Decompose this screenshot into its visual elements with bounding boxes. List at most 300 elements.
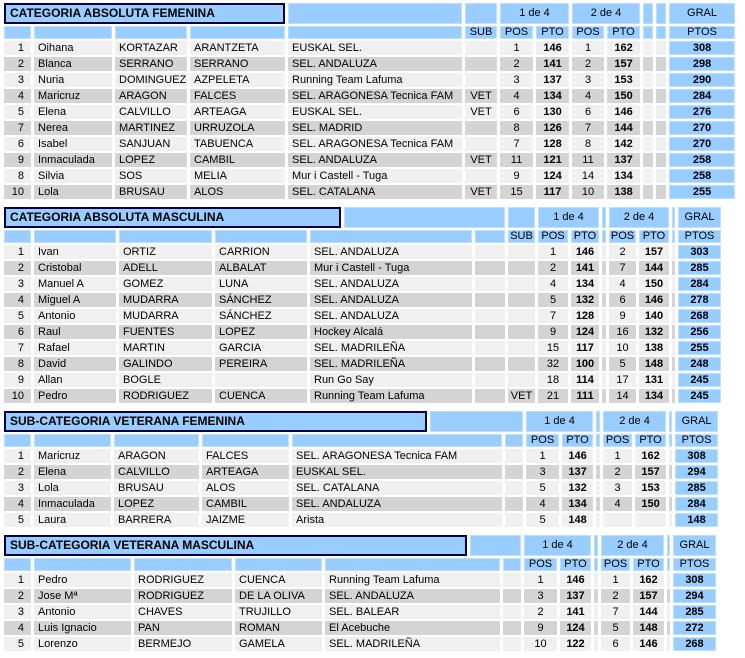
race2-position-cell: 14 xyxy=(572,169,604,183)
spacer-cell xyxy=(505,481,523,495)
table-title: SUB-CATEGORIA VETERANA MASCULINA xyxy=(4,535,467,556)
total-points-cell: 245 xyxy=(678,389,721,403)
surname1-cell: CALVILLO xyxy=(114,465,199,479)
surname2-cell: JAIZME xyxy=(202,513,289,527)
surname2-cell: GARCIA xyxy=(215,341,307,355)
sub-category-cell: VET xyxy=(465,89,497,103)
spacer-cell xyxy=(643,185,653,199)
spacer-cell xyxy=(602,309,606,323)
sub-category-cell xyxy=(508,293,535,307)
sub-category-cell xyxy=(508,245,535,259)
spacer-cell xyxy=(602,325,606,339)
race2-position-cell: 10 xyxy=(609,341,636,355)
race1-points-cell: 137 xyxy=(562,465,593,479)
first-name-cell: Nuria xyxy=(34,73,112,87)
gral-header: GRAL xyxy=(675,411,718,432)
total-points-cell: 285 xyxy=(675,481,718,495)
first-name-cell: Nerea xyxy=(34,121,112,135)
race2-position-cell: 1 xyxy=(572,41,604,55)
surname1-cell: BRUSAU xyxy=(114,481,199,495)
table-title-row xyxy=(4,207,721,228)
first-name-cell: Elena xyxy=(34,105,112,119)
race2-position-cell: 17 xyxy=(609,373,636,387)
round-1-header: 1 de 4 xyxy=(526,411,593,432)
sub-category-cell: VET xyxy=(508,389,535,403)
team-cell: SEL. CATALANA xyxy=(292,481,502,495)
result-row xyxy=(4,41,735,55)
total-points-cell: 284 xyxy=(669,89,735,103)
rank-cell: 3 xyxy=(4,73,31,87)
result-row xyxy=(4,449,718,463)
pto-column-header: PTO xyxy=(562,434,593,447)
sub-category-cell xyxy=(465,41,497,55)
ptos-column-header: PTOS xyxy=(673,558,716,571)
surname2-cell: ALOS xyxy=(190,185,285,199)
total-points-cell: 284 xyxy=(675,497,718,511)
surname2-cell: FALCES xyxy=(190,89,285,103)
rank-cell: 4 xyxy=(4,293,31,307)
race1-position-cell: 7 xyxy=(500,137,533,151)
pos-column-header: POS xyxy=(524,558,557,571)
race2-position-cell: 2 xyxy=(572,57,604,71)
result-row xyxy=(4,373,721,387)
race2-points-cell: 162 xyxy=(607,41,640,55)
result-row xyxy=(4,497,718,511)
total-points-cell: 303 xyxy=(678,245,721,259)
surname1-cell: LOPEZ xyxy=(115,153,187,167)
spacer-cell xyxy=(656,89,666,103)
rank-cell: 2 xyxy=(4,57,31,71)
spacer-cell xyxy=(602,373,606,387)
spacer-cell xyxy=(643,137,653,151)
surname1-cell: RODRIGUEZ xyxy=(134,573,232,587)
result-row xyxy=(4,573,716,587)
surname1-cell: SOS xyxy=(115,169,187,183)
race1-position-cell: 10 xyxy=(524,637,557,651)
team-cell: SEL. MADRID xyxy=(288,121,462,135)
race1-points-cell: 141 xyxy=(536,57,569,71)
surname2-cell: ARTEAGA xyxy=(190,105,285,119)
result-row xyxy=(4,89,735,103)
spacer-cell xyxy=(667,637,670,651)
header-fill-cell xyxy=(114,434,199,447)
race1-position-cell: 1 xyxy=(538,245,568,259)
spacer-cell xyxy=(669,465,672,479)
spacer-cell xyxy=(594,558,598,571)
pos-column-header: POS xyxy=(538,230,568,243)
spacer-cell xyxy=(594,621,598,635)
race2-position-cell: 11 xyxy=(572,153,604,167)
surname1-cell: DOMINGUEZ xyxy=(115,73,187,87)
column-header-row xyxy=(4,26,735,39)
race1-points-cell: 141 xyxy=(571,261,599,275)
race1-position-cell: 1 xyxy=(524,573,557,587)
total-points-cell: 255 xyxy=(669,185,735,199)
spacer-cell xyxy=(643,105,653,119)
race2-points-cell: 162 xyxy=(635,449,666,463)
surname1-cell: ADELL xyxy=(119,261,212,275)
surname1-cell: SERRANO xyxy=(115,57,187,71)
race1-position-cell: 21 xyxy=(538,389,568,403)
spacer-cell xyxy=(594,589,598,603)
result-row xyxy=(4,185,735,199)
total-points-cell: 285 xyxy=(673,605,716,619)
result-row xyxy=(4,121,735,135)
race2-position-cell: 7 xyxy=(572,121,604,135)
spacer-cell xyxy=(656,57,666,71)
header-fill-cell xyxy=(470,535,521,556)
table-title: CATEGORIA ABSOLUTA MASCULINA xyxy=(4,207,341,228)
total-points-cell: 268 xyxy=(673,637,716,651)
sub-category-cell xyxy=(508,341,535,355)
result-row xyxy=(4,465,718,479)
race2-points-cell: 153 xyxy=(635,481,666,495)
sub-category-cell xyxy=(465,169,497,183)
rank-cell: 4 xyxy=(4,621,31,635)
surname2-cell: CUENCA xyxy=(215,389,307,403)
surname1-cell: SANJUAN xyxy=(115,137,187,151)
spacer-cell xyxy=(596,434,600,447)
race1-points-cell: 146 xyxy=(562,449,593,463)
result-row xyxy=(4,513,718,527)
result-row xyxy=(4,277,721,291)
result-row xyxy=(4,341,721,355)
race1-position-cell: 9 xyxy=(524,621,557,635)
spacer-cell xyxy=(656,137,666,151)
first-name-cell: Inmaculada xyxy=(34,153,112,167)
race1-points-cell: 130 xyxy=(536,105,569,119)
team-cell: SEL. ANDALUZA xyxy=(310,293,472,307)
spacer-cell xyxy=(672,277,675,291)
total-points-cell: 285 xyxy=(678,261,721,275)
spacer-cell xyxy=(643,169,653,183)
spacer-cell xyxy=(656,41,666,55)
result-row xyxy=(4,589,716,603)
spacer-cell xyxy=(672,373,675,387)
sub-category-cell: VET xyxy=(465,153,497,167)
rank-cell: 9 xyxy=(4,373,31,387)
surname2-cell: SÁNCHEZ xyxy=(215,309,307,323)
round-2-header: 2 de 4 xyxy=(603,411,666,432)
spacer-cell xyxy=(596,465,600,479)
first-name-cell: Pedro xyxy=(34,573,131,587)
round-1-header: 1 de 4 xyxy=(538,207,599,228)
result-row xyxy=(4,325,721,339)
race2-position-cell: 1 xyxy=(601,573,630,587)
result-row xyxy=(4,605,716,619)
first-name-cell: Maricruz xyxy=(34,449,111,463)
result-row xyxy=(4,137,735,151)
race1-position-cell: 3 xyxy=(524,589,557,603)
race2-position-cell: 1 xyxy=(603,449,632,463)
team-cell: Run Go Say xyxy=(310,373,472,387)
total-points-cell: 276 xyxy=(669,105,735,119)
spacer-cell xyxy=(672,261,675,275)
rank-cell: 3 xyxy=(4,605,31,619)
spacer-cell xyxy=(503,589,521,603)
pto-column-header: PTO xyxy=(639,230,669,243)
rank-cell: 5 xyxy=(4,513,31,527)
race1-points-cell: 146 xyxy=(560,573,591,587)
spacer-cell xyxy=(503,637,521,651)
first-name-cell: Isabel xyxy=(34,137,112,151)
pos-column-header: POS xyxy=(603,434,632,447)
total-points-cell: 245 xyxy=(678,373,721,387)
spacer-cell xyxy=(656,26,666,39)
rank-cell: 5 xyxy=(4,637,31,651)
race1-position-cell: 7 xyxy=(538,309,568,323)
spacer-cell xyxy=(672,207,675,228)
surname2-cell: ARTEAGA xyxy=(202,465,289,479)
first-name-cell: Oihana xyxy=(34,41,112,55)
surname2-cell: PEREIRA xyxy=(215,357,307,371)
race1-points-cell: 134 xyxy=(536,89,569,103)
table-title: CATEGORIA ABSOLUTA FEMENINA xyxy=(4,3,285,24)
race2-points-cell: 132 xyxy=(639,325,669,339)
team-cell: SEL. ANDALUZA xyxy=(288,57,462,71)
spacer-cell xyxy=(672,357,675,371)
header-fill-cell xyxy=(292,434,502,447)
gral-header: GRAL xyxy=(669,3,735,24)
surname1-cell: MARTINEZ xyxy=(115,121,187,135)
team-cell: SEL. MADRILEÑA xyxy=(325,637,500,651)
surname1-cell: BOGLE xyxy=(119,373,212,387)
header-fill-cell xyxy=(134,558,232,571)
table-categoria-absoluta-masculina xyxy=(1,205,724,405)
round-1-header: 1 de 4 xyxy=(500,3,569,24)
ptos-column-header: PTOS xyxy=(678,230,721,243)
spacer-cell xyxy=(643,57,653,71)
total-points-cell: 308 xyxy=(675,449,718,463)
race1-position-cell: 15 xyxy=(538,341,568,355)
pto-column-header: PTO xyxy=(635,434,666,447)
spacer-cell xyxy=(505,449,523,463)
total-points-cell: 294 xyxy=(675,465,718,479)
race2-position-cell: 3 xyxy=(572,73,604,87)
surname1-cell: BERMEJO xyxy=(134,637,232,651)
header-fill-cell xyxy=(4,26,31,39)
spacer-cell xyxy=(602,341,606,355)
rank-cell: 6 xyxy=(4,325,31,339)
surname2-cell: SÁNCHEZ xyxy=(215,293,307,307)
race2-points-cell: 137 xyxy=(607,153,640,167)
header-fill-cell xyxy=(215,230,307,243)
round-2-header: 2 de 4 xyxy=(601,535,664,556)
sub-category-cell xyxy=(508,261,535,275)
rank-cell: 10 xyxy=(4,389,31,403)
team-cell: Hockey Alcalá xyxy=(310,325,472,339)
header-fill-cell xyxy=(34,434,111,447)
rank-cell: 2 xyxy=(4,261,31,275)
race1-points-cell: 128 xyxy=(571,309,599,323)
spacer-cell xyxy=(475,230,505,243)
spacer-cell xyxy=(672,230,675,243)
header-fill-cell xyxy=(465,3,497,24)
spacer-cell xyxy=(596,411,600,432)
race1-position-cell: 4 xyxy=(538,277,568,291)
spacer-cell xyxy=(503,621,521,635)
header-fill-cell xyxy=(4,434,31,447)
race1-position-cell: 15 xyxy=(500,185,533,199)
spacer-cell xyxy=(602,207,606,228)
spacer-cell xyxy=(602,261,606,275)
race1-position-cell: 9 xyxy=(500,169,533,183)
race1-points-cell: 134 xyxy=(562,497,593,511)
team-cell: SEL. ARAGONESA Tecnica FAM xyxy=(292,449,502,463)
sub-category-cell xyxy=(508,325,535,339)
header-fill-cell xyxy=(34,26,112,39)
total-points-cell: 290 xyxy=(669,73,735,87)
column-header-row xyxy=(4,434,718,447)
header-fill-cell xyxy=(4,558,31,571)
spacer-cell xyxy=(505,465,523,479)
sub-column-header: SUB xyxy=(465,26,497,39)
surname2-cell: ROMAN xyxy=(235,621,322,635)
total-points-cell: 258 xyxy=(669,153,735,167)
surname1-cell: CHAVES xyxy=(134,605,232,619)
surname2-cell: ALBALAT xyxy=(215,261,307,275)
table-title-row xyxy=(4,411,718,432)
spacer-cell xyxy=(643,3,653,24)
table-title-row xyxy=(4,535,716,556)
rank-cell: 5 xyxy=(4,105,31,119)
result-row xyxy=(4,169,735,183)
race2-points-cell: 134 xyxy=(639,389,669,403)
race2-points-cell: 157 xyxy=(607,57,640,71)
surname2-cell: URRUZOLA xyxy=(190,121,285,135)
race2-position-cell: 7 xyxy=(601,605,630,619)
rank-cell: 1 xyxy=(4,573,31,587)
spacer-cell xyxy=(503,573,521,587)
race1-points-cell: 137 xyxy=(560,589,591,603)
table-title-row xyxy=(4,3,735,24)
spacer-cell xyxy=(475,293,505,307)
spacer-cell xyxy=(667,621,670,635)
first-name-cell: Cristobal xyxy=(34,261,116,275)
race1-position-cell: 6 xyxy=(500,105,533,119)
race1-position-cell: 9 xyxy=(538,325,568,339)
spacer-cell xyxy=(672,325,675,339)
spacer-cell xyxy=(596,449,600,463)
race1-position-cell: 3 xyxy=(526,465,559,479)
race2-points-cell: 148 xyxy=(633,621,664,635)
spacer-cell xyxy=(596,481,600,495)
header-fill-cell xyxy=(34,558,131,571)
race2-points-cell: 144 xyxy=(639,261,669,275)
race2-points-cell: 150 xyxy=(635,497,666,511)
race1-points-cell: 137 xyxy=(536,73,569,87)
header-fill-cell xyxy=(115,26,187,39)
race1-points-cell: 121 xyxy=(536,153,569,167)
spacer-cell xyxy=(475,373,505,387)
spacer-cell xyxy=(667,573,670,587)
surname2-cell: FALCES xyxy=(202,449,289,463)
rank-cell: 1 xyxy=(4,245,31,259)
first-name-cell: Manuel A xyxy=(34,277,116,291)
team-cell: SEL. ARAGONESA Tecnica FAM xyxy=(288,137,462,151)
spacer-cell xyxy=(503,605,521,619)
rank-cell: 4 xyxy=(4,89,31,103)
total-points-cell: 270 xyxy=(669,121,735,135)
rank-cell: 8 xyxy=(4,357,31,371)
team-cell: SEL. ANDALUZA xyxy=(325,589,500,603)
race2-points-cell: 140 xyxy=(639,309,669,323)
header-fill-cell xyxy=(310,230,472,243)
pto-column-header: PTO xyxy=(560,558,591,571)
total-points-cell: 270 xyxy=(669,137,735,151)
race1-position-cell: 5 xyxy=(526,481,559,495)
total-points-cell: 278 xyxy=(678,293,721,307)
spacer-cell xyxy=(669,481,672,495)
spacer-cell xyxy=(672,245,675,259)
rank-cell: 1 xyxy=(4,449,31,463)
race1-position-cell: 1 xyxy=(500,41,533,55)
sub-category-cell xyxy=(465,121,497,135)
pto-column-header: PTO xyxy=(571,230,599,243)
sub-category-cell xyxy=(508,277,535,291)
team-cell: Running Team Lafuma xyxy=(310,389,472,403)
pos-column-header: POS xyxy=(572,26,604,39)
race1-position-cell: 18 xyxy=(538,373,568,387)
spacer-cell xyxy=(656,3,666,24)
round-2-header: 2 de 4 xyxy=(572,3,640,24)
first-name-cell: Lola xyxy=(34,185,112,199)
rank-cell: 10 xyxy=(4,185,31,199)
surname1-cell: ARAGON xyxy=(115,89,187,103)
first-name-cell: Lola xyxy=(34,481,111,495)
result-row xyxy=(4,261,721,275)
surname1-cell: LOPEZ xyxy=(114,497,199,511)
team-cell: Mur i Castell - Tuga xyxy=(288,169,462,183)
team-cell: SEL. MADRILEÑA xyxy=(310,357,472,371)
race1-points-cell: 146 xyxy=(536,41,569,55)
race2-position-cell: 6 xyxy=(601,637,630,651)
spacer-cell xyxy=(656,185,666,199)
race1-position-cell: 2 xyxy=(538,261,568,275)
race2-points-cell: 146 xyxy=(633,637,664,651)
surname2-cell: TABUENCA xyxy=(190,137,285,151)
race2-position-cell: 4 xyxy=(609,277,636,291)
surname2-cell: LUNA xyxy=(215,277,307,291)
result-row xyxy=(4,153,735,167)
race1-points-cell: 132 xyxy=(562,481,593,495)
team-cell: SEL. MADRILEÑA xyxy=(310,341,472,355)
first-name-cell: Inmaculada xyxy=(34,497,111,511)
surname2-cell: CAMBIL xyxy=(190,153,285,167)
total-points-cell: 284 xyxy=(678,277,721,291)
spacer-cell xyxy=(503,558,521,571)
spacer-cell xyxy=(672,389,675,403)
race2-points-cell: 153 xyxy=(607,73,640,87)
team-cell: Running Team Lafuma xyxy=(325,573,500,587)
total-points-cell: 308 xyxy=(669,41,735,55)
race2-position-cell: 8 xyxy=(572,137,604,151)
table-categoria-absoluta-femenina xyxy=(1,1,738,201)
race2-points-cell: 144 xyxy=(607,121,640,135)
spacer-cell xyxy=(505,513,523,527)
team-cell: SEL. ANDALUZA xyxy=(310,309,472,323)
first-name-cell: Elena xyxy=(34,465,111,479)
race1-points-cell: 124 xyxy=(560,621,591,635)
pto-column-header: PTO xyxy=(633,558,664,571)
spacer-cell xyxy=(602,277,606,291)
spacer-cell xyxy=(475,261,505,275)
race1-points-cell: 126 xyxy=(536,121,569,135)
spacer-cell xyxy=(669,434,672,447)
first-name-cell: Antonio xyxy=(34,309,116,323)
spacer-cell xyxy=(672,293,675,307)
rank-cell: 2 xyxy=(4,589,31,603)
